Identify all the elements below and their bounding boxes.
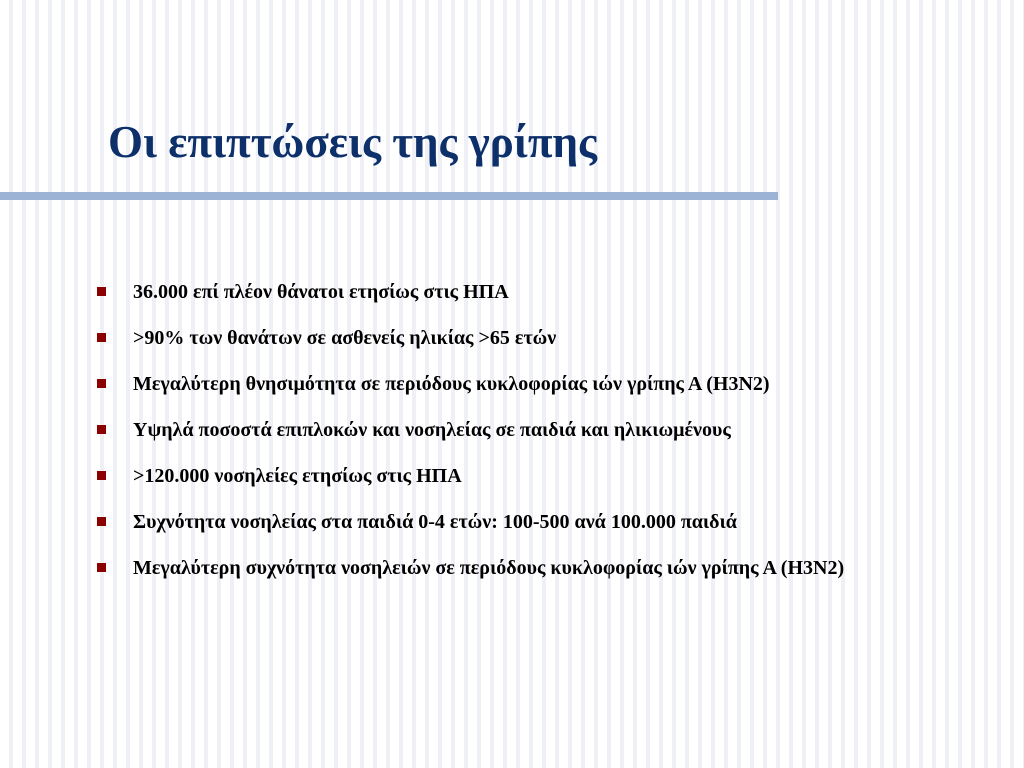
bullet-text: >90% των θανάτων σε ασθενείς ηλικίας >65 ετών <box>133 327 557 349</box>
list-item <box>95 459 975 493</box>
square-bullet-icon <box>97 425 106 434</box>
bullet-text: Μεγαλύτερη θνησιμότητα σε περιόδους κυκλοφορίας ιών γρίπης Α (Η3Ν2) <box>133 373 770 395</box>
title-underline <box>0 192 778 200</box>
square-bullet-icon <box>97 517 106 526</box>
list-item <box>95 505 975 539</box>
bullet-text: >120.000 νοσηλείες ετησίως στις ΗΠΑ <box>133 465 462 487</box>
list-item <box>95 275 975 309</box>
slide-title: Οι επιπτώσεις της γρίπης <box>108 117 598 167</box>
bullet-list <box>95 275 975 597</box>
square-bullet-icon <box>97 333 106 342</box>
bullet-text: 36.000 επί πλέον θάνατοι ετησίως στις ΗΠΑ <box>133 281 509 303</box>
list-item <box>95 367 975 401</box>
list-item <box>95 413 975 447</box>
bullet-text: Μεγαλύτερη συχνότητα νοσηλειών σε περιόδους κυκλοφορίας ιών γρίπης Α (Η3Ν2) <box>133 557 845 579</box>
square-bullet-icon <box>97 379 106 388</box>
bullet-text: Συχνότητα νοσηλείας στα παιδιά 0-4 ετών: 100-500 ανά 100.000 παιδιά <box>133 511 737 533</box>
list-item <box>95 551 975 585</box>
square-bullet-icon <box>97 287 106 296</box>
square-bullet-icon <box>97 471 106 480</box>
list-item <box>95 321 975 355</box>
bullet-text: Υψηλά ποσοστά επιπλοκών και νοσηλείας σε παιδιά και ηλικιωμένους <box>133 419 731 441</box>
square-bullet-icon <box>97 563 106 572</box>
